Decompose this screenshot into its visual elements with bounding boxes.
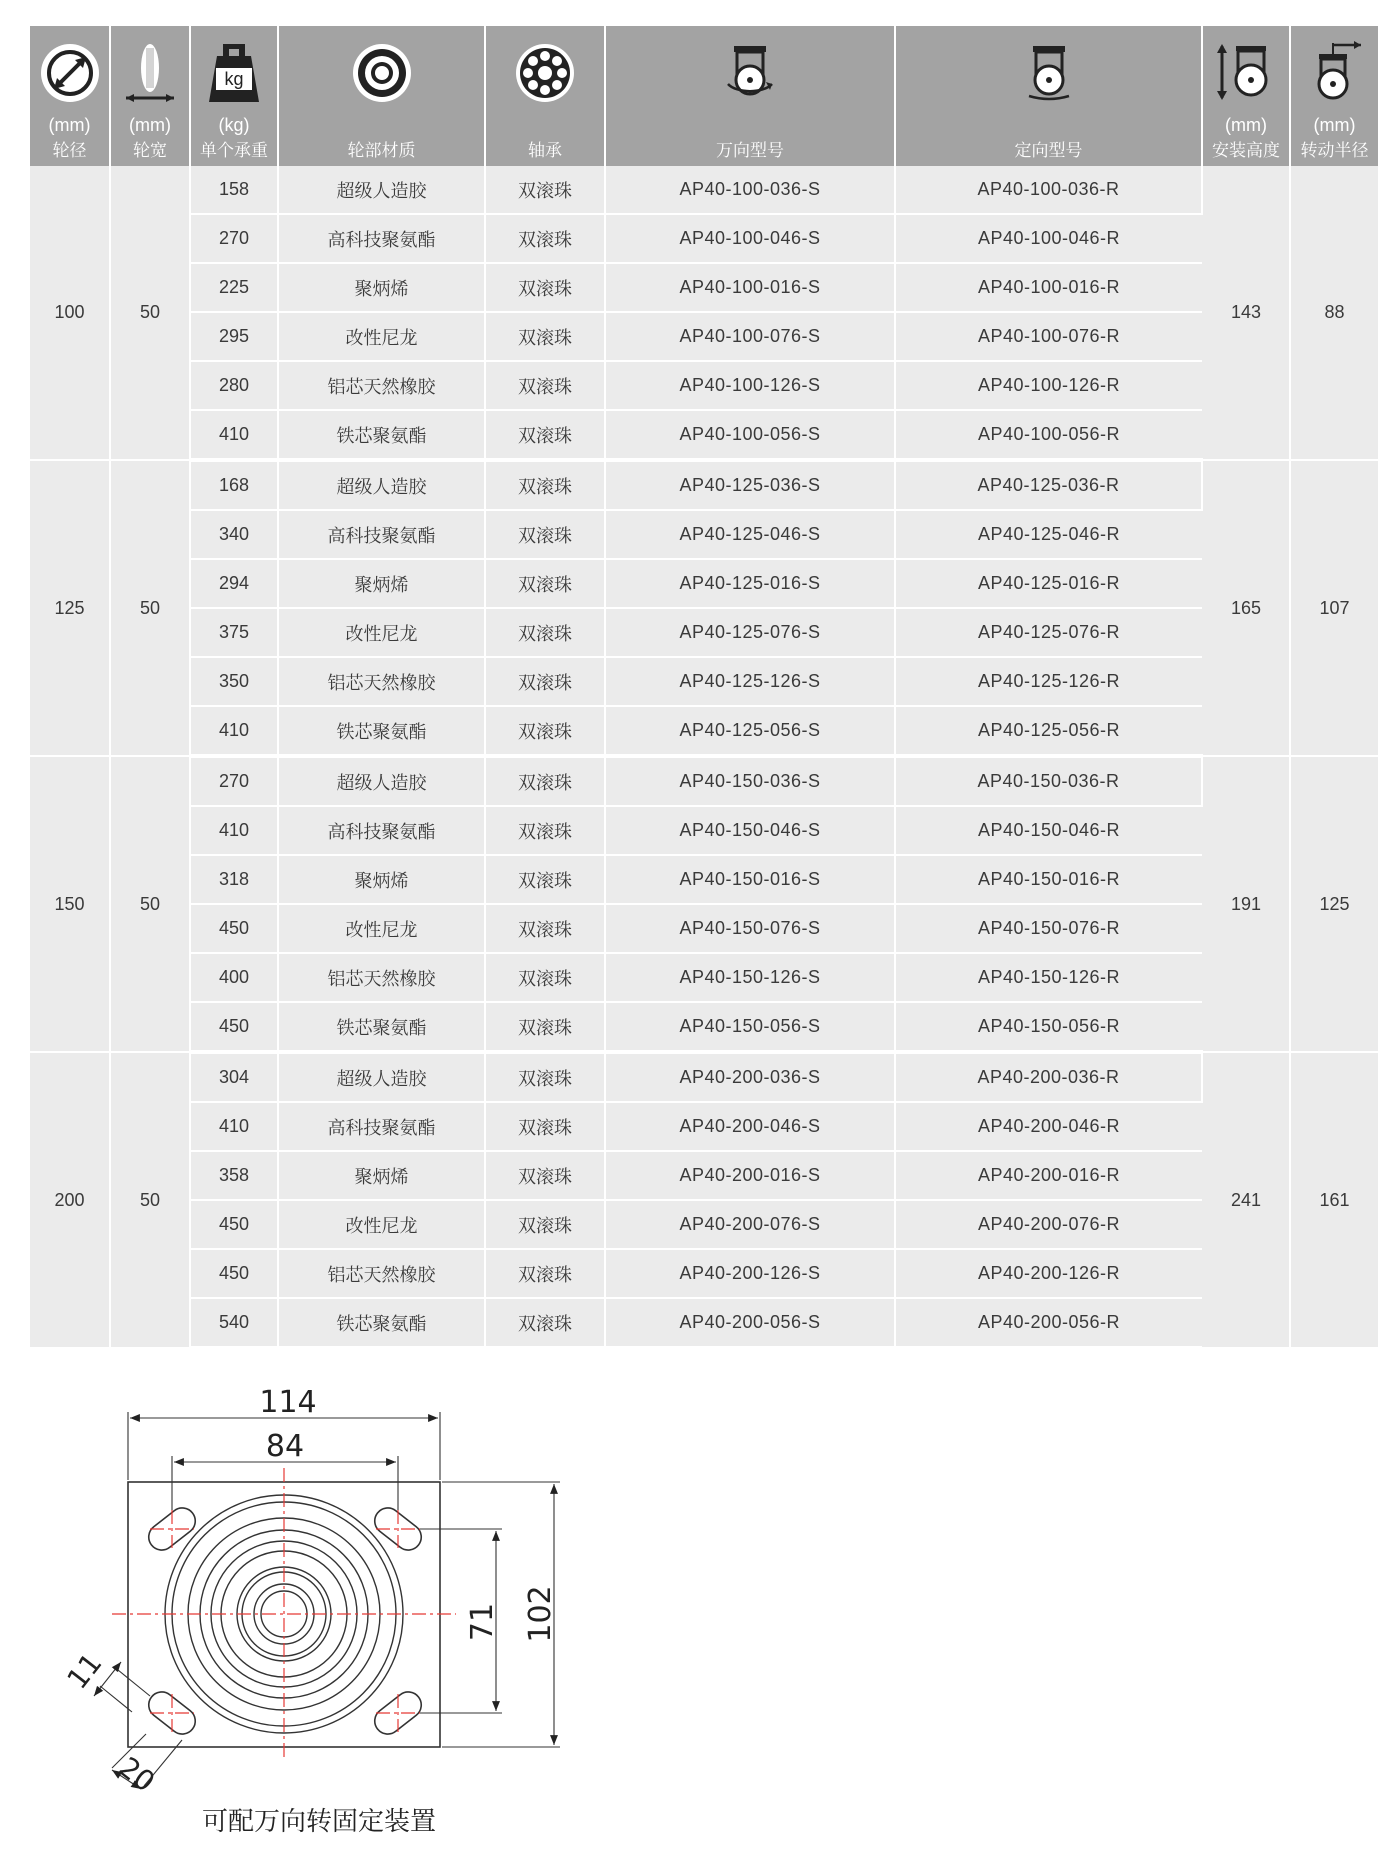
- ball-bearing-icon: [486, 34, 604, 112]
- cell-rigid-model: AP40-200-036-R: [895, 1052, 1202, 1102]
- table-row: [30, 904, 1378, 953]
- table-row: [30, 214, 1378, 263]
- cell-material: 高科技聚氨酯: [278, 806, 485, 855]
- mounting-height-icon: [1203, 34, 1289, 112]
- cell-material: 超级人造胶: [278, 756, 485, 806]
- cell-rigid-model: AP40-100-126-R: [895, 361, 1202, 410]
- cell-mount-height: 191: [1202, 756, 1290, 1052]
- cell-swivel-radius: 107: [1290, 460, 1378, 756]
- table-row: [30, 657, 1378, 706]
- dim-slot-width: 11: [60, 1646, 109, 1696]
- cell-swivel-model: AP40-150-016-S: [605, 855, 895, 904]
- mounting-plate-svg: [0, 1350, 700, 1800]
- cell-load: 450: [190, 1200, 278, 1249]
- col-label-radius: 转动半径: [1300, 141, 1369, 160]
- cell-material: 聚炳烯: [278, 263, 485, 312]
- cell-swivel-model: AP40-100-016-S: [605, 263, 895, 312]
- cell-material: 高科技聚氨酯: [278, 1102, 485, 1151]
- table-row: [30, 361, 1378, 410]
- cell-material: 改性尼龙: [278, 608, 485, 657]
- table-row: [30, 608, 1378, 657]
- cell-material: 聚炳烯: [278, 855, 485, 904]
- cell-swivel-model: AP40-200-046-S: [605, 1102, 895, 1151]
- col-label-width: 轮宽: [133, 141, 167, 160]
- cell-diameter: 125: [30, 460, 110, 756]
- swivel-radius-icon: [1291, 34, 1378, 112]
- col-label-load: 单个承重: [200, 141, 268, 160]
- cell-bearing: 双滚珠: [485, 1151, 605, 1200]
- cell-swivel-model: AP40-150-076-S: [605, 904, 895, 953]
- cell-swivel-model: AP40-100-046-S: [605, 214, 895, 263]
- cell-load: 410: [190, 706, 278, 756]
- table-row: [30, 460, 1378, 510]
- cell-material: 改性尼龙: [278, 904, 485, 953]
- mounting-plate-drawing: [0, 1350, 700, 1868]
- drawing-caption: 可配万向转固定装置: [202, 1807, 437, 1837]
- cell-swivel-model: AP40-100-036-S: [605, 166, 895, 214]
- cell-rigid-model: AP40-200-016-R: [895, 1151, 1202, 1200]
- cell-material: 铝芯天然橡胶: [278, 953, 485, 1002]
- table-row: [30, 1249, 1378, 1298]
- cell-load: 318: [190, 855, 278, 904]
- cell-bearing: 双滚珠: [485, 460, 605, 510]
- col-unit-height: (mm): [1225, 115, 1267, 135]
- cell-swivel-model: AP40-150-056-S: [605, 1002, 895, 1052]
- cell-diameter: 200: [30, 1052, 110, 1348]
- cell-bearing: 双滚珠: [485, 559, 605, 608]
- table-row: [30, 1298, 1378, 1348]
- col-header-radius: [1290, 26, 1378, 166]
- cell-material: 铁芯聚氨酯: [278, 1298, 485, 1348]
- cell-load: 280: [190, 361, 278, 410]
- rigid-caster-icon: [896, 34, 1201, 112]
- cell-swivel-model: AP40-150-036-S: [605, 756, 895, 806]
- cell-rigid-model: AP40-150-046-R: [895, 806, 1202, 855]
- cell-rigid-model: AP40-200-056-R: [895, 1298, 1202, 1348]
- cell-bearing: 双滚珠: [485, 657, 605, 706]
- cell-load: 295: [190, 312, 278, 361]
- wheel-diameter-icon: [30, 34, 109, 112]
- table-row: [30, 953, 1378, 1002]
- cell-bearing: 双滚珠: [485, 166, 605, 214]
- cell-rigid-model: AP40-125-076-R: [895, 608, 1202, 657]
- table-row: [30, 510, 1378, 559]
- cell-material: 铝芯天然橡胶: [278, 361, 485, 410]
- cell-load: 350: [190, 657, 278, 706]
- col-label-swivel: 万向型号: [716, 141, 784, 160]
- cell-rigid-model: AP40-125-036-R: [895, 460, 1202, 510]
- dim-plate-width: 114: [259, 1385, 317, 1420]
- cell-load: 540: [190, 1298, 278, 1348]
- cell-swivel-model: AP40-125-126-S: [605, 657, 895, 706]
- cell-material: 改性尼龙: [278, 312, 485, 361]
- cell-material: 聚炳烯: [278, 559, 485, 608]
- cell-load: 158: [190, 166, 278, 214]
- dim-plate-height: 102: [523, 1585, 558, 1643]
- cell-bearing: 双滚珠: [485, 214, 605, 263]
- table-row: [30, 1200, 1378, 1249]
- cell-material: 超级人造胶: [278, 460, 485, 510]
- cell-width: 50: [110, 166, 190, 460]
- header-row: [30, 26, 1378, 166]
- col-unit-width: (mm): [129, 115, 171, 135]
- table-row: [30, 1002, 1378, 1052]
- cell-rigid-model: AP40-100-016-R: [895, 263, 1202, 312]
- table-row: [30, 855, 1378, 904]
- cell-swivel-model: AP40-125-046-S: [605, 510, 895, 559]
- cell-bearing: 双滚珠: [485, 953, 605, 1002]
- table-row: [30, 806, 1378, 855]
- swivel-caster-icon: [606, 34, 894, 112]
- cell-swivel-model: AP40-150-126-S: [605, 953, 895, 1002]
- cell-load: 410: [190, 806, 278, 855]
- cell-material: 铁芯聚氨酯: [278, 1002, 485, 1052]
- cell-bearing: 双滚珠: [485, 312, 605, 361]
- cell-swivel-model: AP40-200-126-S: [605, 1249, 895, 1298]
- col-label-diameter: 轮径: [52, 141, 87, 160]
- cell-rigid-model: AP40-150-016-R: [895, 855, 1202, 904]
- cell-material: 铁芯聚氨酯: [278, 706, 485, 756]
- cell-swivel-model: AP40-200-056-S: [605, 1298, 895, 1348]
- cell-load: 304: [190, 1052, 278, 1102]
- cell-bearing: 双滚珠: [485, 361, 605, 410]
- kg-icon-text: kg: [224, 69, 244, 89]
- col-label-height: 安装高度: [1212, 141, 1280, 160]
- cell-material: 铝芯天然橡胶: [278, 657, 485, 706]
- cell-material: 铝芯天然橡胶: [278, 1249, 485, 1298]
- cell-swivel-model: AP40-125-056-S: [605, 706, 895, 756]
- cell-rigid-model: AP40-200-076-R: [895, 1200, 1202, 1249]
- cell-swivel-model: AP40-100-126-S: [605, 361, 895, 410]
- cell-swivel-model: AP40-200-036-S: [605, 1052, 895, 1102]
- cell-rigid-model: AP40-100-056-R: [895, 410, 1202, 460]
- cell-bearing: 双滚珠: [485, 1052, 605, 1102]
- cell-material: 超级人造胶: [278, 1052, 485, 1102]
- cell-load: 358: [190, 1151, 278, 1200]
- cell-load: 270: [190, 214, 278, 263]
- cell-rigid-model: AP40-125-016-R: [895, 559, 1202, 608]
- cell-bearing: 双滚珠: [485, 706, 605, 756]
- col-header-load: [190, 26, 278, 166]
- cell-load: 340: [190, 510, 278, 559]
- cell-load: 225: [190, 263, 278, 312]
- col-unit-diameter: (mm): [48, 115, 91, 135]
- table-row: [30, 756, 1378, 806]
- cell-rigid-model: AP40-125-046-R: [895, 510, 1202, 559]
- table-row: [30, 1052, 1378, 1102]
- cell-diameter: 100: [30, 166, 110, 460]
- cell-rigid-model: AP40-150-076-R: [895, 904, 1202, 953]
- col-header-swivel: [605, 26, 895, 166]
- cell-swivel-model: AP40-125-016-S: [605, 559, 895, 608]
- cell-swivel-model: AP40-200-076-S: [605, 1200, 895, 1249]
- cell-swivel-radius: 161: [1290, 1052, 1378, 1348]
- cell-bearing: 双滚珠: [485, 1298, 605, 1348]
- spec-table: [30, 26, 1378, 1350]
- cell-material: 改性尼龙: [278, 1200, 485, 1249]
- col-header-material: [278, 26, 485, 166]
- table-row: [30, 166, 1378, 214]
- cell-swivel-radius: 88: [1290, 166, 1378, 460]
- mounting-slots: [144, 1503, 427, 1740]
- cell-swivel-model: AP40-100-076-S: [605, 312, 895, 361]
- cell-load: 375: [190, 608, 278, 657]
- dim-slot-length: 20: [112, 1750, 162, 1799]
- cell-bearing: 双滚珠: [485, 1200, 605, 1249]
- cell-material: 聚炳烯: [278, 1151, 485, 1200]
- cell-load: 410: [190, 1102, 278, 1151]
- cell-swivel-model: AP40-200-016-S: [605, 1151, 895, 1200]
- cell-bearing: 双滚珠: [485, 1249, 605, 1298]
- cell-rigid-model: AP40-150-056-R: [895, 1002, 1202, 1052]
- col-unit-load: (kg): [218, 115, 250, 135]
- cell-rigid-model: AP40-150-036-R: [895, 756, 1202, 806]
- cell-bearing: 双滚珠: [485, 263, 605, 312]
- cell-bearing: 双滚珠: [485, 855, 605, 904]
- cell-material: 铁芯聚氨酯: [278, 410, 485, 460]
- table-row: [30, 263, 1378, 312]
- cell-rigid-model: AP40-125-056-R: [895, 706, 1202, 756]
- cell-mount-height: 165: [1202, 460, 1290, 756]
- cell-rigid-model: AP40-125-126-R: [895, 657, 1202, 706]
- col-unit-radius: (mm): [1313, 115, 1356, 135]
- cell-bearing: 双滚珠: [485, 806, 605, 855]
- cell-load: 168: [190, 460, 278, 510]
- cell-load: 450: [190, 1002, 278, 1052]
- table-row: [30, 706, 1378, 756]
- cell-mount-height: 241: [1202, 1052, 1290, 1348]
- cell-material: 高科技聚氨酯: [278, 510, 485, 559]
- cell-bearing: 双滚珠: [485, 510, 605, 559]
- weight-kg-icon: [191, 34, 277, 112]
- cell-rigid-model: AP40-100-036-R: [895, 166, 1202, 214]
- cell-diameter: 150: [30, 756, 110, 1052]
- dim-hole-spacing-x: 84: [265, 1429, 305, 1464]
- cell-rigid-model: AP40-200-126-R: [895, 1249, 1202, 1298]
- col-label-material: 轮部材质: [347, 141, 416, 160]
- col-header-height: [1202, 26, 1290, 166]
- col-header-rigid: [895, 26, 1202, 166]
- col-header-bearing: [485, 26, 605, 166]
- table-row: [30, 312, 1378, 361]
- cell-swivel-model: AP40-125-036-S: [605, 460, 895, 510]
- cell-swivel-model: AP40-150-046-S: [605, 806, 895, 855]
- cell-load: 270: [190, 756, 278, 806]
- cell-load: 450: [190, 1249, 278, 1298]
- cell-bearing: 双滚珠: [485, 608, 605, 657]
- cell-material: 超级人造胶: [278, 166, 485, 214]
- cell-rigid-model: AP40-100-076-R: [895, 312, 1202, 361]
- cell-width: 50: [110, 756, 190, 1052]
- table-row: [30, 559, 1378, 608]
- table-row: [30, 1151, 1378, 1200]
- cell-load: 410: [190, 410, 278, 460]
- wheel-material-icon: [279, 34, 484, 112]
- cell-swivel-radius: 125: [1290, 756, 1378, 1052]
- table-row: [30, 410, 1378, 460]
- dim-hole-spacing-y: 71: [465, 1602, 500, 1642]
- cell-load: 450: [190, 904, 278, 953]
- cell-load: 294: [190, 559, 278, 608]
- center-lines: [112, 1468, 456, 1760]
- col-label-bearing: 轴承: [528, 141, 562, 160]
- cell-rigid-model: AP40-200-046-R: [895, 1102, 1202, 1151]
- cell-width: 50: [110, 460, 190, 756]
- cell-load: 400: [190, 953, 278, 1002]
- cell-bearing: 双滚珠: [485, 1002, 605, 1052]
- cell-width: 50: [110, 1052, 190, 1348]
- cell-bearing: 双滚珠: [485, 756, 605, 806]
- cell-swivel-model: AP40-100-056-S: [605, 410, 895, 460]
- cell-rigid-model: AP40-150-126-R: [895, 953, 1202, 1002]
- col-header-diameter: [30, 26, 110, 166]
- cell-bearing: 双滚珠: [485, 904, 605, 953]
- col-label-rigid: 定向型号: [1014, 141, 1083, 160]
- cell-rigid-model: AP40-100-046-R: [895, 214, 1202, 263]
- col-header-width: [110, 26, 190, 166]
- cell-swivel-model: AP40-125-076-S: [605, 608, 895, 657]
- wheel-width-icon: [111, 34, 189, 112]
- cell-bearing: 双滚珠: [485, 1102, 605, 1151]
- spec-table-body: [30, 166, 1378, 1348]
- cell-bearing: 双滚珠: [485, 410, 605, 460]
- cell-mount-height: 143: [1202, 166, 1290, 460]
- table-row: [30, 1102, 1378, 1151]
- cell-material: 高科技聚氨酯: [278, 214, 485, 263]
